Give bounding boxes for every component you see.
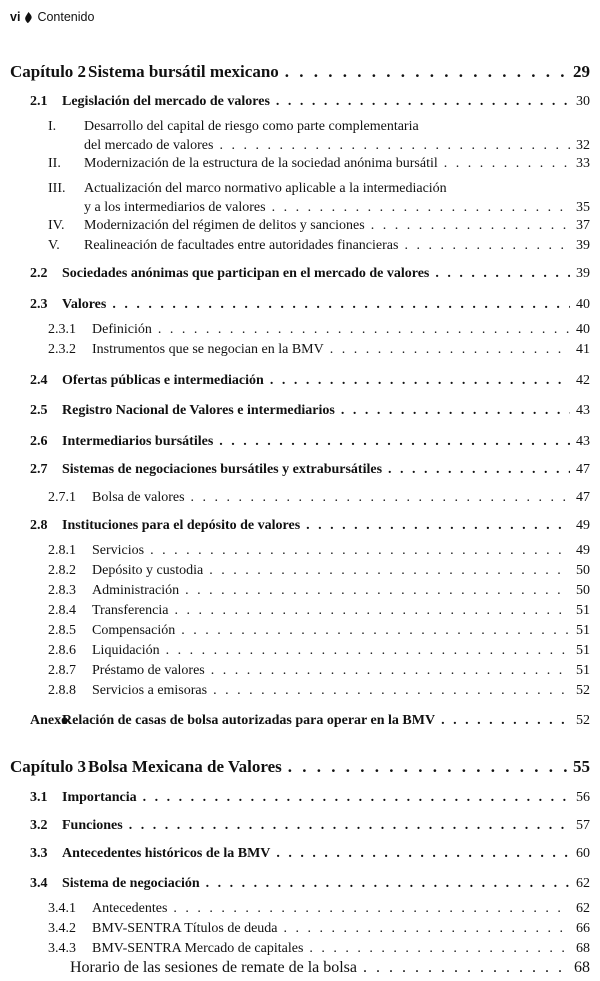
toc-entry-title: Antecedentes bbox=[92, 901, 168, 916]
toc-page-number: 40 bbox=[576, 322, 590, 337]
dot-leader bbox=[270, 373, 570, 389]
toc-line bbox=[0, 115, 600, 135]
toc-entry-title: Legislación del mercado de valores bbox=[62, 94, 270, 109]
toc-line bbox=[0, 579, 600, 599]
toc-page-number: 35 bbox=[576, 200, 590, 215]
toc-page-number: 60 bbox=[576, 846, 590, 861]
header-page-number: vi bbox=[10, 10, 21, 24]
toc-entry-number: 2.8.1 bbox=[48, 543, 76, 558]
toc-entry-title: Importancia bbox=[62, 790, 137, 805]
toc-entry-number: 2.6 bbox=[30, 434, 48, 449]
toc-line bbox=[0, 458, 600, 478]
toc-entry-title: Actualización del marco normativo aplicable a la intermediación bbox=[84, 181, 447, 196]
toc-line bbox=[0, 196, 600, 216]
toc-page-number: 66 bbox=[576, 921, 590, 936]
toc-line bbox=[0, 369, 600, 389]
toc-line bbox=[0, 786, 600, 806]
toc-line bbox=[0, 559, 600, 579]
dot-leader bbox=[306, 518, 570, 534]
toc-entry-title: y a los intermediarios de valores bbox=[84, 200, 266, 215]
toc-line bbox=[0, 709, 600, 729]
toc-line bbox=[0, 639, 600, 659]
toc-page-number: 47 bbox=[576, 462, 590, 477]
toc-entry-number: II. bbox=[48, 156, 61, 171]
toc-line bbox=[0, 90, 600, 110]
running-header bbox=[10, 7, 94, 27]
toc-entry-number: 2.8.3 bbox=[48, 583, 76, 598]
dot-leader bbox=[404, 238, 570, 254]
toc-entry-number: 2.7.1 bbox=[48, 490, 76, 505]
toc-page-number: 29 bbox=[573, 62, 590, 81]
toc-entry-title: Desarrollo del capital de riesgo como parte complementaria bbox=[84, 119, 419, 134]
toc-entry-number: 2.8.2 bbox=[48, 563, 76, 578]
toc-page-number: 33 bbox=[576, 156, 590, 171]
toc-line bbox=[0, 214, 600, 234]
toc-entry-number: 2.8.4 bbox=[48, 603, 76, 618]
toc-entry-title: del mercado de valores bbox=[84, 138, 214, 153]
toc-line bbox=[0, 514, 600, 534]
toc-page-number: 41 bbox=[576, 342, 590, 357]
toc-entry-title: Modernización de la estructura de la sociedad anónima bursátil bbox=[84, 156, 438, 171]
toc-entry-title: Liquidación bbox=[92, 643, 160, 658]
dot-leader bbox=[206, 876, 570, 892]
toc-page-number: 62 bbox=[576, 876, 590, 891]
dot-leader bbox=[330, 342, 570, 358]
toc-entry-title: Sistemas de negociaciones bursátiles y extrabursátiles bbox=[62, 462, 383, 477]
toc-entry-title: Administración bbox=[92, 583, 180, 598]
toc-entry-number: 3.4.1 bbox=[48, 901, 76, 916]
toc-line bbox=[0, 957, 600, 977]
dot-leader bbox=[166, 643, 570, 659]
toc-page-number: 49 bbox=[576, 543, 590, 558]
toc-page-number: 50 bbox=[576, 583, 590, 598]
toc-page-number: 39 bbox=[576, 238, 590, 253]
toc-page-number: 51 bbox=[576, 643, 590, 658]
toc-line bbox=[0, 659, 600, 679]
toc-entry-title: Realineación de facultades entre autoridades financieras bbox=[84, 238, 399, 253]
dot-leader bbox=[129, 818, 570, 834]
toc-entry-number: 2.7 bbox=[30, 462, 48, 477]
toc-page-number: 43 bbox=[576, 403, 590, 418]
dot-leader bbox=[288, 757, 567, 777]
toc-entry-title: Sociedades anónimas que participan en el mercado de valores bbox=[62, 266, 430, 281]
toc-line bbox=[0, 338, 600, 358]
dot-leader bbox=[441, 713, 570, 729]
dot-leader bbox=[444, 156, 570, 172]
dot-leader bbox=[209, 563, 570, 579]
dot-leader bbox=[181, 623, 570, 639]
toc-page-number: 39 bbox=[576, 266, 590, 281]
toc-entry-number: III. bbox=[48, 181, 66, 196]
toc-line bbox=[0, 234, 600, 254]
dot-leader bbox=[191, 490, 570, 506]
toc-entry-title: Modernización del régimen de delitos y sanciones bbox=[84, 218, 365, 233]
toc-line bbox=[0, 842, 600, 862]
toc-page-number: 52 bbox=[576, 683, 590, 698]
toc-entry-title: Sistema bursátil mexicano bbox=[88, 62, 279, 81]
toc-line bbox=[0, 814, 600, 834]
toc-entry-number: 2.2 bbox=[30, 266, 48, 281]
toc-page-number: 51 bbox=[576, 603, 590, 618]
toc-line bbox=[0, 177, 600, 197]
dot-leader bbox=[284, 921, 570, 937]
dot-leader bbox=[309, 941, 570, 957]
toc-line bbox=[0, 872, 600, 892]
dot-leader bbox=[185, 583, 570, 599]
toc-entry-number: 3.3 bbox=[30, 846, 48, 861]
toc-entry-title: Instrumentos que se negocian en la BMV bbox=[92, 342, 324, 357]
dot-leader bbox=[388, 462, 570, 478]
toc-entry-title: Registro Nacional de Valores e intermediarios bbox=[62, 403, 335, 418]
toc-page-number: 43 bbox=[576, 434, 590, 449]
toc-line bbox=[0, 58, 600, 82]
toc-page-number: 57 bbox=[576, 818, 590, 833]
toc-entry-title: Sistema de negociación bbox=[62, 876, 200, 891]
toc-page-number: 68 bbox=[576, 941, 590, 956]
dot-leader bbox=[174, 603, 570, 619]
dot-leader bbox=[371, 218, 570, 234]
dot-leader bbox=[276, 846, 570, 862]
toc-line bbox=[0, 318, 600, 338]
toc-line bbox=[0, 430, 600, 450]
dot-leader bbox=[143, 790, 570, 806]
dot-leader bbox=[158, 322, 570, 338]
toc-page-number: 68 bbox=[574, 959, 590, 976]
toc-entry-number: 2.5 bbox=[30, 403, 48, 418]
toc-line bbox=[0, 753, 600, 777]
toc-entry-number: 3.4.2 bbox=[48, 921, 76, 936]
toc-entry-number: 2.3.2 bbox=[48, 342, 76, 357]
toc-entry-title: Definición bbox=[92, 322, 152, 337]
toc-entry-title: BMV-SENTRA Mercado de capitales bbox=[92, 941, 304, 956]
toc-entry-title: Transferencia bbox=[92, 603, 169, 618]
toc-entry-title: BMV-SENTRA Títulos de deuda bbox=[92, 921, 278, 936]
toc-page-number: 55 bbox=[573, 757, 590, 776]
toc-page-number: 56 bbox=[576, 790, 590, 805]
toc-entry-number: 3.4.3 bbox=[48, 941, 76, 956]
toc-entry-number: IV. bbox=[48, 218, 65, 233]
toc-page-number: 51 bbox=[576, 623, 590, 638]
toc-entry-number: Anexo bbox=[30, 713, 69, 728]
toc-page-number: 37 bbox=[576, 218, 590, 233]
toc-entry-number: 3.4 bbox=[30, 876, 48, 891]
toc-entry-title: Bolsa Mexicana de Valores bbox=[88, 757, 282, 776]
toc-page-number: 62 bbox=[576, 901, 590, 916]
toc-line bbox=[0, 897, 600, 917]
toc-line bbox=[0, 152, 600, 172]
toc-page-number: 32 bbox=[576, 138, 590, 153]
dot-leader bbox=[276, 94, 570, 110]
toc-entry-title: Instituciones para el depósito de valores bbox=[62, 518, 301, 533]
toc-entry-number: 2.4 bbox=[30, 373, 48, 388]
toc-line bbox=[0, 262, 600, 282]
toc-page-number: 30 bbox=[576, 94, 590, 109]
toc-entry-number: 2.8.8 bbox=[48, 683, 76, 698]
dot-leader bbox=[112, 297, 570, 313]
toc-entry-number: I. bbox=[48, 119, 57, 134]
dot-leader bbox=[285, 62, 567, 82]
toc-line bbox=[0, 619, 600, 639]
toc-entry-number: 2.8.5 bbox=[48, 623, 76, 638]
toc-entry-title: Funciones bbox=[62, 818, 123, 833]
toc-entry-title: Valores bbox=[62, 297, 107, 312]
dot-leader bbox=[435, 266, 570, 282]
toc-line bbox=[0, 937, 600, 957]
toc-line bbox=[0, 399, 600, 419]
toc-entry-title: Ofertas públicas e intermediación bbox=[62, 373, 264, 388]
toc-line bbox=[0, 539, 600, 559]
dot-leader bbox=[219, 434, 570, 450]
toc-entry-number: V. bbox=[48, 238, 60, 253]
toc-entry-title: Antecedentes históricos de la BMV bbox=[62, 846, 271, 861]
toc-entry-number: 2.8.6 bbox=[48, 643, 76, 658]
toc-entry-number: 3.2 bbox=[30, 818, 48, 833]
dot-leader bbox=[211, 663, 570, 679]
dot-leader bbox=[173, 901, 570, 917]
toc-line bbox=[0, 293, 600, 313]
toc-page-number: 47 bbox=[576, 490, 590, 505]
toc-entry-title: Servicios a emisoras bbox=[92, 683, 208, 698]
toc-entry-number: Capítulo 3 bbox=[10, 757, 87, 776]
toc-page-number: 40 bbox=[576, 297, 590, 312]
toc-entry-title: Bolsa de valores bbox=[92, 490, 185, 505]
toc-entry-number: 2.8.7 bbox=[48, 663, 76, 678]
toc-entry-number: 2.3 bbox=[30, 297, 48, 312]
toc-page-number: 50 bbox=[576, 563, 590, 578]
toc-entry-number: Capítulo 2 bbox=[10, 62, 87, 81]
toc-entry-title: Relación de casas de bolsa autorizadas para operar en la BMV bbox=[62, 713, 436, 728]
toc-entry-number: 2.8 bbox=[30, 518, 48, 533]
toc-entry-title: Horario de las sesiones de remate de la bolsa bbox=[70, 959, 358, 976]
toc-line bbox=[0, 679, 600, 699]
header-section-title: Contenido bbox=[37, 10, 95, 24]
toc-line bbox=[0, 917, 600, 937]
toc-entry-title: Compensación bbox=[92, 623, 176, 638]
toc-page-number: 51 bbox=[576, 663, 590, 678]
toc-entry-number: 3.1 bbox=[30, 790, 48, 805]
dot-leader bbox=[341, 403, 570, 419]
ornament-icon bbox=[24, 12, 33, 23]
toc-entry-number: 2.1 bbox=[30, 94, 48, 109]
toc-entry-title: Servicios bbox=[92, 543, 145, 558]
toc-line bbox=[0, 134, 600, 154]
dot-leader bbox=[363, 959, 568, 977]
toc-page-number: 49 bbox=[576, 518, 590, 533]
dot-leader bbox=[150, 543, 570, 559]
toc-entry-title: Préstamo de valores bbox=[92, 663, 205, 678]
toc-page-number: 52 bbox=[576, 713, 590, 728]
dot-leader bbox=[213, 683, 570, 699]
toc-page-number: 42 bbox=[576, 373, 590, 388]
toc-entry-number: 2.3.1 bbox=[48, 322, 76, 337]
toc-entry-title: Depósito y custodia bbox=[92, 563, 204, 578]
toc-line bbox=[0, 599, 600, 619]
toc-entry-title: Intermediarios bursátiles bbox=[62, 434, 214, 449]
toc-line bbox=[0, 486, 600, 506]
